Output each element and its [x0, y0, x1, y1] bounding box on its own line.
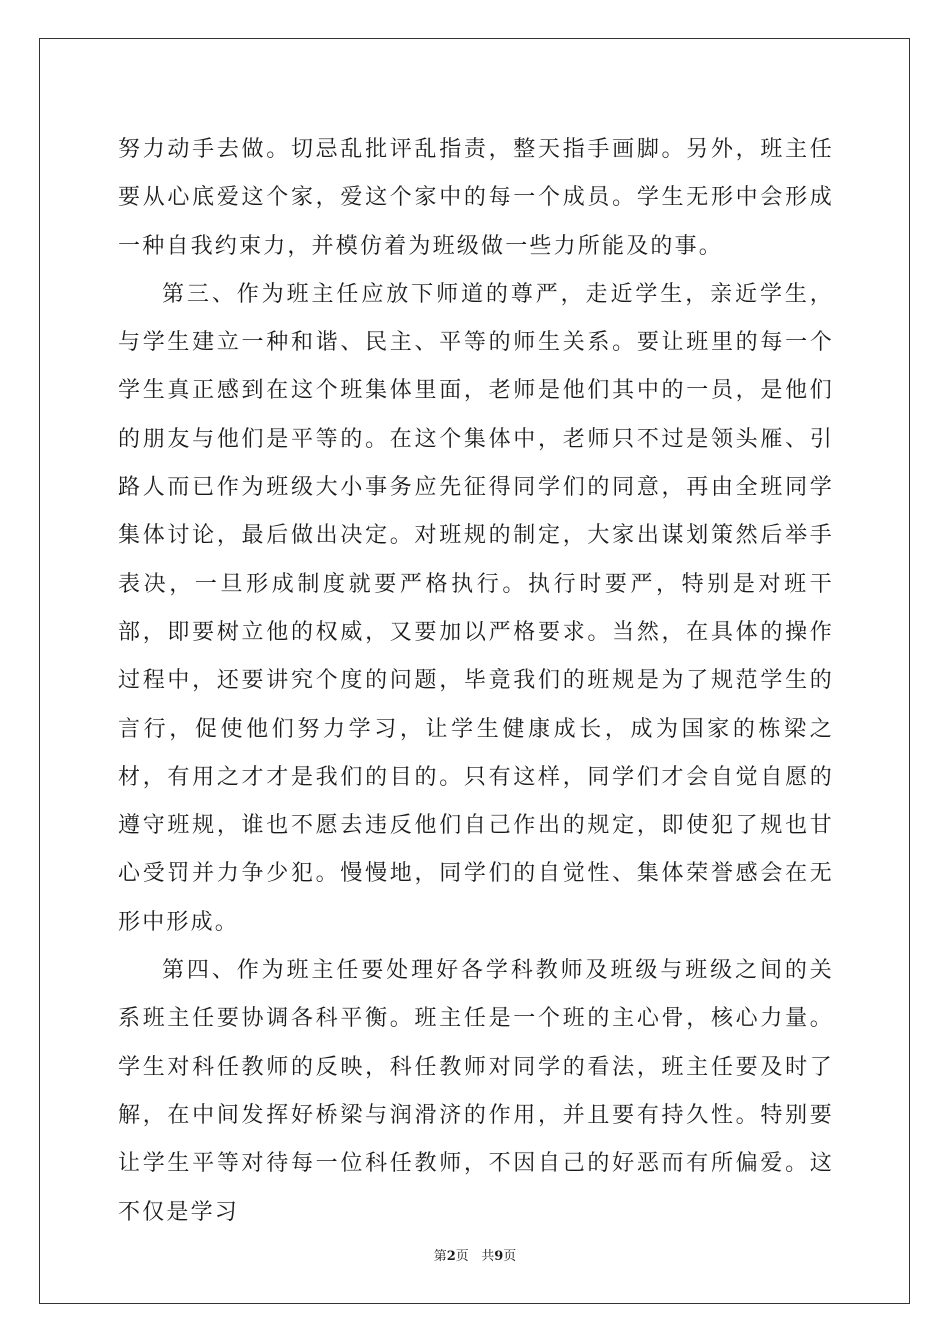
page-prefix: 第	[433, 1249, 447, 1264]
paragraph-continuation: 努力动手去做。切忌乱批评乱指责，整天指手画脚。另外，班主任要从心底爱这个家，爱这个家中的每一个成员。学生无形中会形成一种自我约束力，并模仿着为班级做一些力所能及的事。	[118, 137, 834, 259]
current-page-number: 2	[446, 1249, 456, 1264]
document-body	[118, 126, 834, 1237]
page-suffix: 页	[455, 1249, 469, 1264]
paragraph-fourth-point: 第四、作为班主任要处理好各学科教师及班级与班级之间的关系班主任要协调各科平衡。班主任是一个班的主心骨，核心力量。学生对科任教师的反映，科任教师对同学的看法，班主任要及时了解，在中间发挥好桥梁与润滑济的作用，并且要有持久性。特别要让学生平等对待每一位科任教师，不因自己的好恶而有所偏爱。这不仅是学习	[118, 958, 834, 1225]
page-footer	[0, 1245, 950, 1264]
total-prefix: 共	[481, 1249, 495, 1264]
total-page-number: 9	[494, 1249, 504, 1264]
total-suffix: 页	[503, 1249, 517, 1264]
paragraph-third-point: 第三、作为班主任应放下师道的尊严，走近学生，亲近学生，与学生建立一种和谐、民主、平等的师生关系。要让班里的每一个学生真正感到在这个班集体里面，老师是他们其中的一员，是他们的朋友与他们是平等的。在这个集体中，老师只不过是领头雁、引路人而已作为班级大小事务应先征得同学们的同意，再由全班同学集体讨论，最后做出决定。对班规的制定，大家出谋划策然后举手表决，一旦形成制度就要严格执行。执行时要严，特别是对班干部，即要树立他的权威，又要加以严格要求。当然，在具体的操作过程中，还要讲究个度的问题，毕竟我们的班规是为了规范学生的言行，促使他们努力学习，让学生健康成长，成为国家的栋梁之材，有用之才才是我们的目的。只有这样，同学们才会自觉自愿的遵守班规，谁也不愿去违反他们自己作出的规定，即使犯了规也甘心受罚并力争少犯。慢慢地，同学们的自觉性、集体荣誉感会在无形中形成。	[118, 281, 834, 935]
